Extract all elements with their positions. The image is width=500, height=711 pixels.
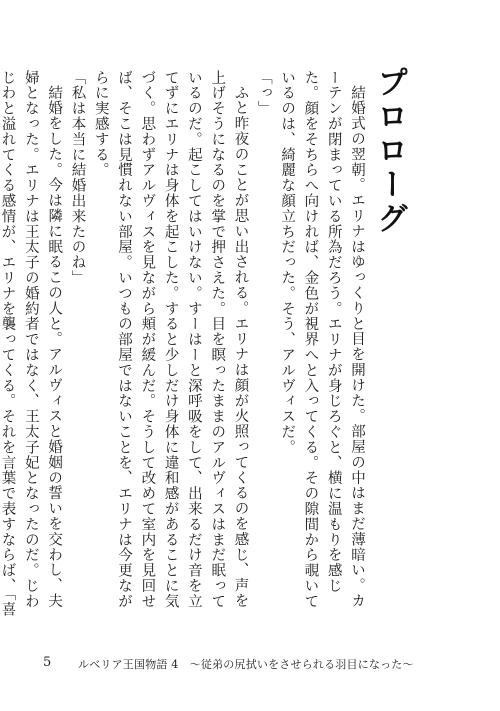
- page-footer: [0, 655, 500, 677]
- body-text: [0, 70, 368, 620]
- paragraph-5: 結婚をした。今は隣に眠るこの人と。アルヴィスと婚姻の誓いを交わし、夫婦となった。エリナは王太子の婚約者ではなく、王太子妃となったのだ。じわじわと溢れてくる感情が、エリナを襲ってくる。それを言葉で表すならば、「喜: [0, 70, 63, 618]
- paragraph-3: ふと昨夜のことが思い出される。エリナは顔が火照ってくるのを感じ、声を上げそうになるのを掌で押さえた。目を瞑ったままのアルヴィスはまだ眠っているのだ。起こしてはいけない。すーはーと深呼吸をして、出来るだけ音を立てずにエリナは身体を起こした。すると少しだけ身体に違和感があることに気づく。思わずアルヴィスを見ながら頬が緩んだ。そうして改めて室内を見回せば、そこは見慣れない部屋。いつもの部屋ではないことを、エリナは今更ながらに実感する。: [92, 70, 249, 609]
- chapter-title: プロローグ: [371, 66, 408, 236]
- paragraph-2: 「っ」: [255, 70, 272, 117]
- paragraph-1: 結婚式の翌朝。エリナはゆっくりと目を開けた。部屋の中はまだ薄暗い。カーテンが閉まっている所為だろう。エリナが身じろぐと、横に温もりを感じた。顔をそちらへ向ければ、金色が視界へと入ってくる。その隙間から覗いているのは、綺麗な顔立ちだった。そう、アルヴィスだ。: [279, 70, 365, 609]
- paragraph-4: 「私は本当に結婚出来たのね」: [69, 70, 86, 286]
- page-number: 5: [43, 655, 52, 670]
- running-head: ルベリア王国物語 4 ～従弟の尻拭いをさせられる羽目になった～: [78, 658, 414, 671]
